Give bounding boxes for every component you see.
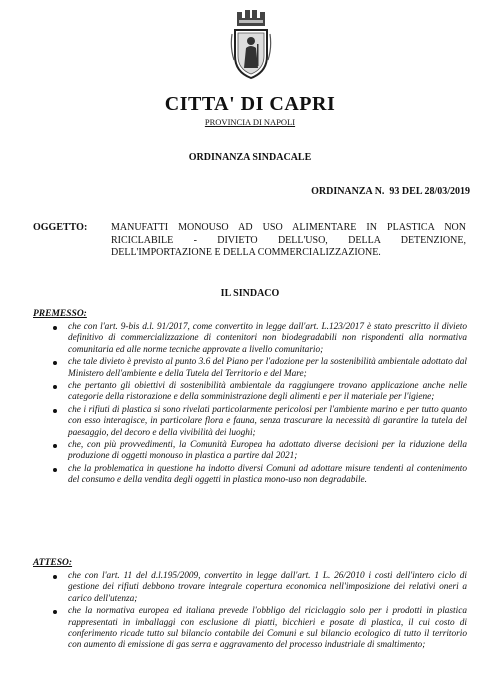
subject-line: DELL'IMPORTAZIONE E DELLA COMMERCIALIZZAZIONE.	[111, 247, 381, 258]
province-name: PROVINCIA DI NAPOLI	[204, 117, 296, 127]
coat-of-arms-icon	[230, 8, 272, 80]
town-name: CITTA' DI CAPRI	[164, 93, 336, 115]
atteso-list	[52, 571, 467, 653]
list-item: che, con più provvedimenti, la Comunità Europea ha adottato diverse decisioni per la riduzione della produzione di oggetti monouso in plastica a partire dal 2021;	[52, 440, 467, 463]
subject-text	[111, 222, 466, 260]
bullet-icon	[53, 409, 57, 413]
bullet-icon	[53, 326, 57, 330]
premesso-list	[52, 322, 467, 488]
bullet-icon	[53, 385, 57, 389]
ordinance-number: ORDINANZA N. 93 DEL 28/03/2019	[311, 186, 470, 197]
list-item: che la normativa europea ed italiana prevede l'obbligo del riciclaggio solo per i prodotti in plastica rappresentati in imballaggi con esclusione di piatti, bicchieri e posate di plastica, il cui costo di conferimento ricade tutto sul bilancio contabile dei Comuni e sul bilancio ecologico di tutto il territorio con aumento di emissione di gas serra e aggravamento del processo industriale di smaltimento;	[52, 606, 467, 652]
list-item: che tale divieto è previsto al punto 3.6 del Piano per l'adozione per la sostenibilità ambientale adottato dal Ministero dell'ambiente e della Tutela del Territorio e del Mare;	[52, 357, 467, 380]
list-item: che con l'art. 11 del d.l.195/2009, convertito in legge dall'art. 1 L. 26/2010 i costi dell'intero ciclo di gestione dei rifiuti debbono trovare integrale copertura economica nell'imposizione dei relativi oneri a carico dell'utenza;	[52, 571, 467, 605]
atteso-label: ATTESO:	[33, 558, 73, 568]
subject-line: MANUFATTI MONOUSO AD USO ALIMENTARE IN PLASTICA NON	[111, 222, 466, 233]
list-item: che pertanto gli obiettivi di sostenibilità ambientale da raggiungere trovano applicazione anche nelle categorie della ristorazione e della somministrazione degli alimenti e per il materiale per l'igiene;	[52, 381, 467, 404]
bullet-icon	[53, 361, 57, 365]
bullet-icon	[53, 468, 57, 472]
premesso-label: PREMESSO:	[33, 309, 87, 319]
subject-line: RICICLABILE - DIVIETO DELL'USO, DELLA DETENZIONE,	[111, 234, 466, 246]
list-item: che i rifiuti di plastica si sono rivelati particolarmente pericolosi per l'ambiente marino e per tutto quanto con esso interagisce, in particolare flora e fauna, senza trascurare la necessità di garantire la tutela del paesaggio, del decoro e della vivibilità dei luoghi;	[52, 405, 467, 439]
subject-label: OGGETTO:	[33, 222, 88, 233]
list-item: che la problematica in questione ha indotto diversi Comuni ad adottare misure tendenti al contenimento del consumo e della vendita degli oggetti in plastica mono-uso non degradabile.	[52, 464, 467, 487]
bullet-icon	[53, 575, 57, 579]
mayor-heading: IL SINDACO	[220, 288, 280, 299]
list-item: che con l'art. 9-bis d.l. 91/2017, come convertito in legge dall'art. L.123/2017 è stato prescritto il divieto definitivo di commercializzazione di contenitori non biodegradabili non rispondenti alla normativa comunitaria ed alle norme tecniche approvate a livello comunitario;	[52, 322, 467, 356]
ordinance-title: ORDINANZA SINDACALE	[188, 152, 312, 163]
bullet-icon	[53, 444, 57, 448]
bullet-icon	[53, 610, 57, 614]
